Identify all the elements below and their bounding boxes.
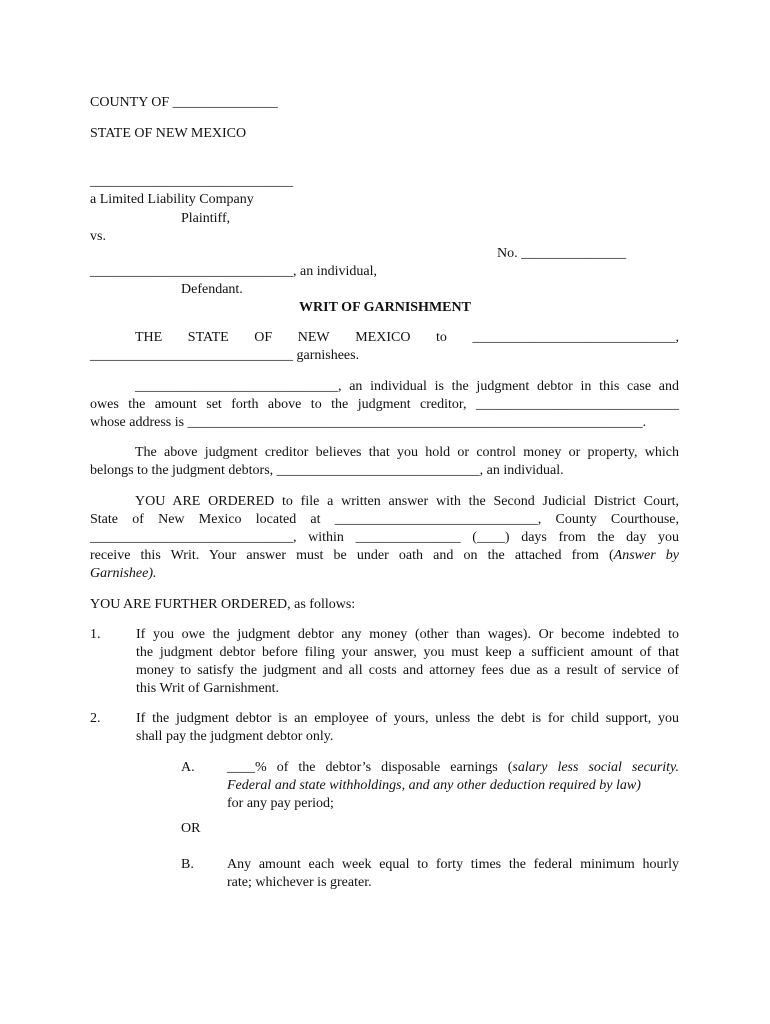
plaintiff-blank-line: _____________________________ (90, 174, 293, 189)
sub-item-b-line-1: Any amount each week equal to forty times the federal minimum hourly (227, 857, 679, 872)
sub-item-a-line-3: for any pay period; (227, 796, 334, 811)
sub-item-b-label: B. (181, 857, 194, 872)
item-1-line-3: money to satisfy the judgment and all costs and attorney fees due as a result of service of (136, 663, 679, 678)
paragraph-4-line-3: _____________________________, within _______________ (____) days from the day you (90, 530, 679, 545)
county-line: COUNTY OF _______________ (90, 95, 278, 110)
sub-item-a-line-2 (227, 777, 641, 795)
paragraph-1-line-1 (135, 329, 679, 347)
defendant-line: _____________________________, an individual, (90, 264, 377, 279)
item-1-number: 1. (90, 627, 101, 642)
paragraph-2-line-3: whose address is _________________________________________________________________. (90, 415, 647, 430)
item-1-line-4: this Writ of Garnishment. (136, 681, 280, 696)
item-1-line-2: the judgment debtor before filing your answer, you must keep a sufficient amount of that (136, 645, 679, 660)
sub-item-a-line-2-italic: Federal and state withholdings, and any other deduction required by law) (227, 778, 641, 793)
word: to (436, 330, 447, 345)
item-2-line-2: shall pay the judgment debtor only. (136, 729, 334, 744)
paragraph-3-line-1: The above judgment creditor believes that you hold or control money or property, which (135, 445, 679, 460)
item-2-number: 2. (90, 711, 101, 726)
paragraph-4-line-5 (90, 565, 157, 583)
paragraph-3-line-2: belongs to the judgment debtors, _____________________________, an individual. (90, 463, 564, 478)
defendant-label: Defendant. (181, 282, 243, 297)
or-separator: OR (181, 821, 201, 836)
sub-item-b-line-2: rate; whichever is greater. (227, 875, 372, 890)
paragraph-2-line-2: owes the amount set forth above to the judgment creditor, _____________________________ (90, 397, 679, 412)
document-title: WRIT OF GARNISHMENT (299, 300, 471, 315)
word: NEW (297, 330, 330, 345)
item-1-line-1: If you owe the judgment debtor any money (other than wages). Or become indebted to (136, 627, 679, 642)
sub-item-a-line-1-text: ____% of the debtor’s disposable earnings ( (227, 760, 513, 775)
paragraph-4-line-1: YOU ARE ORDERED to file a written answer with the Second Judicial District Court, (135, 494, 679, 509)
sub-item-a-line-1-italic: salary less social security. (512, 760, 679, 775)
answer-by-garnishee-italic: Answer by (613, 548, 679, 563)
paragraph-4-line-2: State of New Mexico located at _____________________________, County Courthouse, (90, 512, 679, 527)
plaintiff-label: Plaintiff, (181, 211, 231, 226)
further-ordered-heading: YOU ARE FURTHER ORDERED, as follows: (90, 597, 356, 612)
paragraph-1-line-2: _____________________________ garnishees. (90, 348, 360, 363)
versus-label: vs. (90, 229, 106, 244)
item-2-line-1: If the judgment debtor is an employee of yours, unless the debt is for child support, you (136, 711, 679, 726)
paragraph-4-line-4 (90, 547, 679, 565)
sub-item-a-label: A. (181, 760, 195, 775)
state-line: STATE OF NEW MEXICO (90, 126, 247, 141)
word: MEXICO (355, 330, 411, 345)
paragraph-4-line-4-text: receive this Writ. Your answer must be under oath and on the attached from ( (90, 548, 614, 563)
word: OF (254, 330, 273, 345)
garnishee-italic: Garnishee). (90, 566, 157, 581)
plaintiff-description: a Limited Liability Company (90, 192, 254, 207)
paragraph-2-line-1: _____________________________, an individual is the judgment debtor in this case and (135, 379, 679, 394)
case-number: No. _______________ (497, 246, 627, 261)
blank-field: _____________________________, (472, 330, 679, 345)
word: THE (135, 330, 163, 345)
word: STATE (187, 330, 229, 345)
sub-item-a-line-1 (227, 759, 679, 777)
